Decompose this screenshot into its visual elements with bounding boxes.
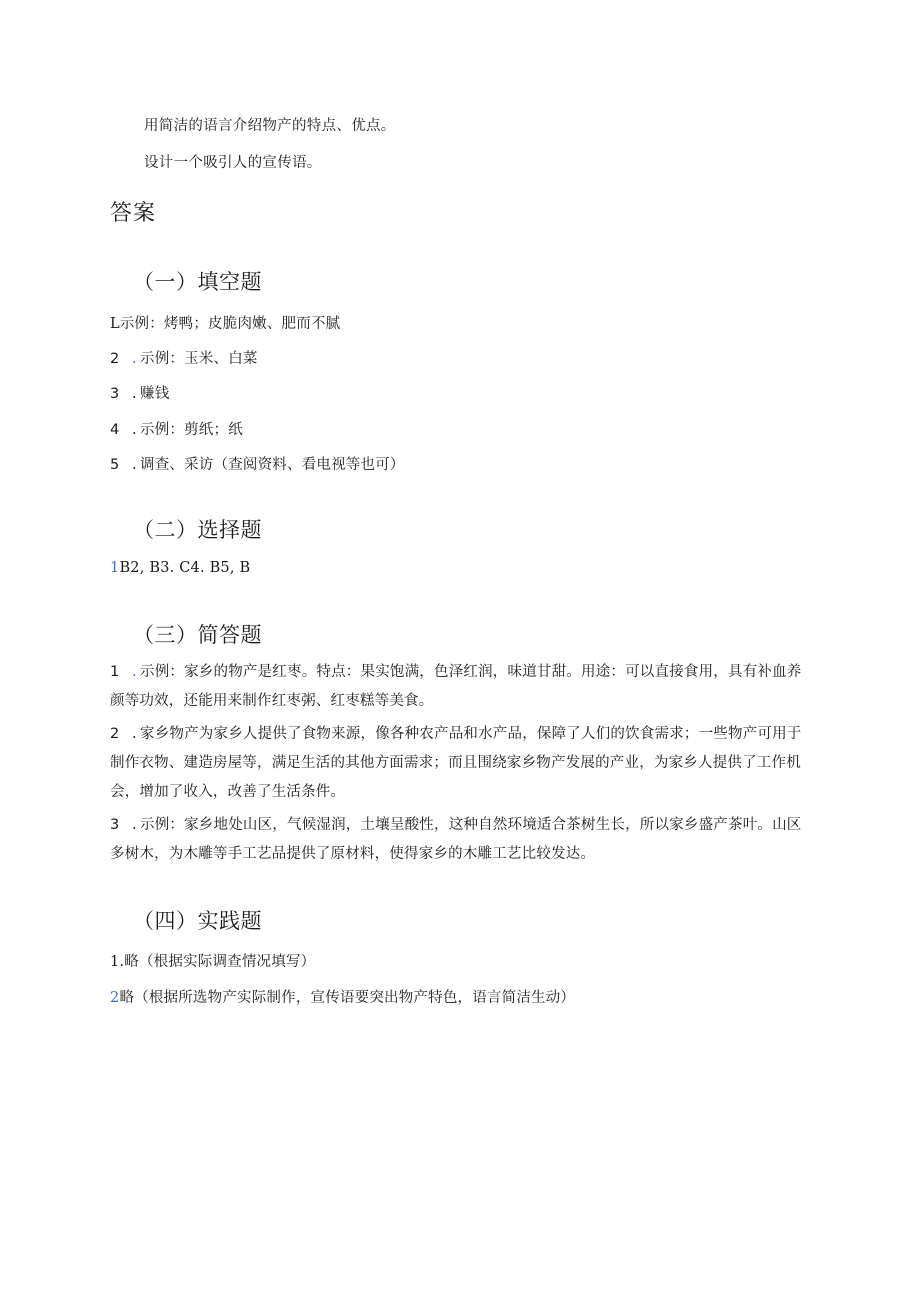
fill-item-1 xyxy=(110,312,340,333)
section-title-choice: （二）选择题 xyxy=(133,518,262,542)
practice-item-1 xyxy=(110,950,315,971)
fill-item-4-dot: . xyxy=(132,422,137,438)
short-item-1-num: 1 xyxy=(110,664,120,680)
fill-item-1-num: L xyxy=(110,316,120,332)
fill-item-2-dot: . xyxy=(132,351,137,367)
short-item-3-dot: . xyxy=(132,817,137,833)
short-item-2-dot: . xyxy=(132,726,137,742)
choice-answers xyxy=(110,560,250,576)
section-title-practice: （四）实践题 xyxy=(133,909,262,933)
fill-item-2-text: 示例：玉米、白菜 xyxy=(140,351,258,367)
short-item-1 xyxy=(110,658,810,716)
section-title-short: （三）简答题 xyxy=(133,623,262,647)
short-item-3-text: 示例：家乡地处山区，气候湿润，土壤呈酸性，这种自然环境适合茶树生长，所以家乡盛产茶叶。山区多树木，为木雕等手工艺品提供了原材料，使得家乡的木雕工艺比较发达。 xyxy=(110,817,802,862)
short-item-2-text: 家乡物产为家乡人提供了食物来源，像各种农产品和水产品，保障了人们的饮食需求；一些物产可用于制作衣物、建造房屋等，满足生活的其他方面需求；而且围绕家乡物产发展的产业，为家乡人提供了工作机会，增加了收入，改善了生活条件。 xyxy=(110,726,802,800)
short-item-1-dot: . xyxy=(132,664,137,680)
fill-item-5-text: 调查、采访（查阅资料、看电视等也可） xyxy=(140,457,405,473)
fill-item-3-dot: . xyxy=(132,386,137,402)
fill-item-2 xyxy=(110,347,258,368)
fill-item-4 xyxy=(110,418,243,439)
practice-item-1-num: 1. xyxy=(110,954,125,970)
intro-line-2: 设计一个吸引人的宣传语。 xyxy=(144,155,322,171)
practice-item-2-text: 略（根据所选物产实际制作，宣传语要突出物产特色，语言简洁生动） xyxy=(119,990,576,1006)
section-title-fill: （一）填空题 xyxy=(133,270,262,294)
choice-answers-num: 1 xyxy=(110,560,120,576)
fill-item-1-text: 示例：烤鸭；皮脆肉嫩、肥而不腻 xyxy=(119,316,341,332)
fill-item-4-num: 4 xyxy=(110,422,120,438)
fill-item-5 xyxy=(110,453,405,474)
practice-item-2 xyxy=(110,986,575,1007)
fill-item-2-num: 2 xyxy=(110,351,120,367)
practice-item-1-text: 略（根据实际调查情况填写） xyxy=(124,954,316,970)
choice-answers-text: B2, B3. C4. B5, B xyxy=(119,560,251,576)
intro-line-1: 用简洁的语言介绍物产的特点、优点。 xyxy=(144,118,396,134)
short-item-3 xyxy=(110,811,810,869)
short-item-3-num: 3 xyxy=(110,817,120,833)
short-item-2-num: 2 xyxy=(110,726,120,742)
short-item-2 xyxy=(110,720,810,807)
fill-item-3-num: 3 xyxy=(110,386,120,402)
practice-item-2-num: 2 xyxy=(110,990,120,1006)
fill-item-5-num: 5 xyxy=(110,457,120,473)
fill-item-5-dot: . xyxy=(132,457,137,473)
fill-item-4-text: 示例：剪纸；纸 xyxy=(140,422,243,438)
fill-item-3-text: 赚钱 xyxy=(140,386,170,402)
short-item-1-text: 示例：家乡的物产是红枣。特点：果实饱满，色泽红润，味道甘甜。用途：可以直接食用，具有补血养颜等功效，还能用来制作红枣粥、红枣糕等美食。 xyxy=(110,664,802,709)
fill-item-3 xyxy=(110,382,169,403)
page-title: 答案 xyxy=(110,201,157,226)
